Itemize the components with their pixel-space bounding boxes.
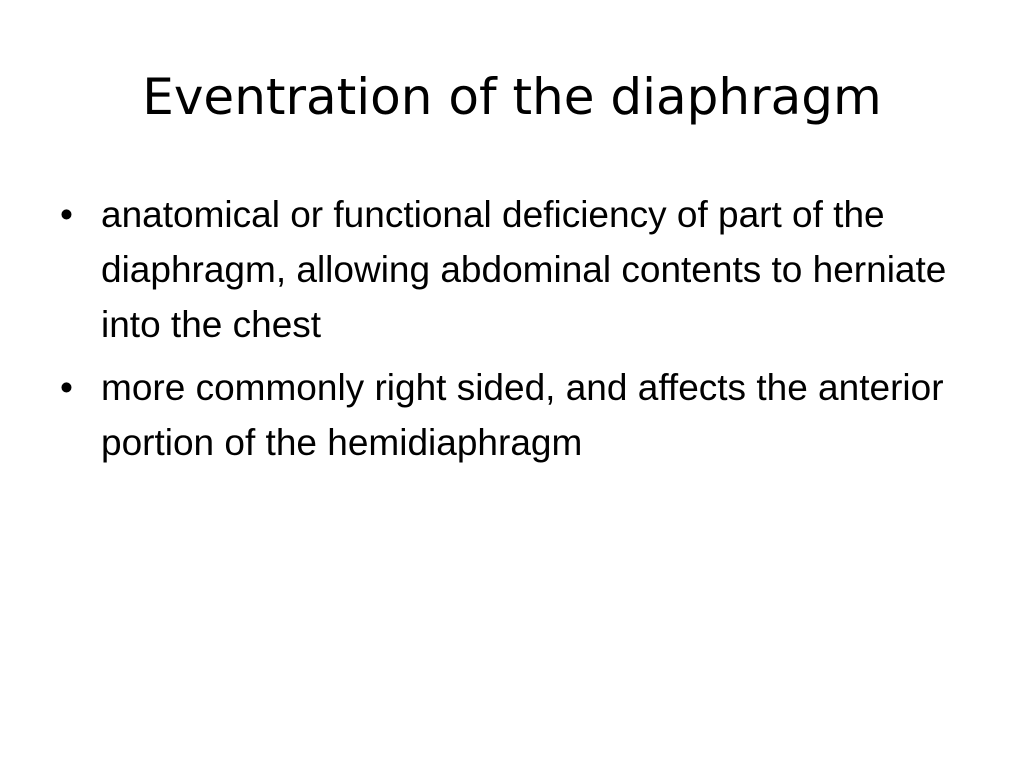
bullet-text: more commonly right sided, and affects the anterior portion of the hemidiaphragm	[101, 367, 944, 463]
slide-title: Eventration of the diaphragm	[142, 68, 882, 126]
bullet-item	[60, 360, 960, 470]
bullet-text: anatomical or functional deficiency of part of the diaphragm, allowing abdominal contents to herniate into the chest	[101, 194, 947, 345]
bullet-item	[60, 187, 960, 352]
bullet-marker: •	[60, 367, 73, 408]
bullet-marker: •	[60, 194, 73, 235]
bullet-list	[60, 187, 960, 478]
